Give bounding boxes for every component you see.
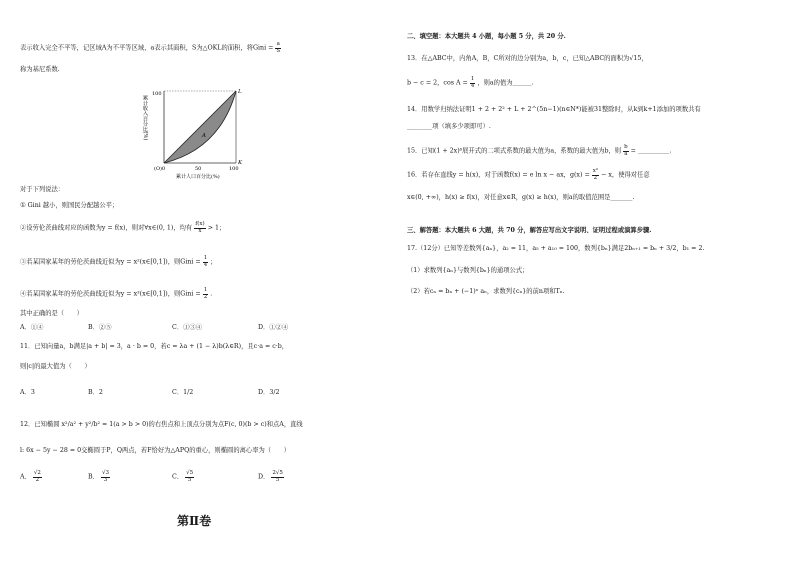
q16-line-1 xyxy=(407,169,650,181)
q15-denominator: a xyxy=(624,150,628,157)
x-tick-0: (O)0 xyxy=(154,166,166,172)
q12-line-2: l: 6x − 5y − 28 = 0交椭圆于P，Q两点，若F恰好为△APQ的重心，则椭圆的离心率为（ ） xyxy=(20,447,290,454)
q12-choice-d-fraction xyxy=(271,471,284,483)
q15-text: 15．已知(1 + 2x)⁶展开式的二项式系数的最大值为a，系数的最大值为b，则 xyxy=(407,147,622,155)
x-tick-100: 100 xyxy=(229,166,239,172)
y-axis-label: 累计收入百分比(%) xyxy=(142,95,148,141)
statement-1: ① Gini 越小，则国民分配越公平； xyxy=(20,202,119,209)
q13-line-2-end: ，则a的值为______. xyxy=(477,79,534,87)
statement-2-fraction xyxy=(194,222,205,234)
q12-choice-a-numerator: √2 xyxy=(33,470,41,476)
q10-stem: 其中正确的是（ ） xyxy=(20,310,83,317)
statement-3-fraction xyxy=(203,256,209,268)
q10-choice-d: D．①②④ xyxy=(258,324,289,331)
q12-choice-a xyxy=(20,471,42,483)
statement-2-text: ②设劳伦茨曲线对应的函数为y = f(x)，则对∀x∈(0, 1)，均有 xyxy=(20,224,193,232)
equality-line xyxy=(164,91,236,163)
statement-2-numerator: f(x) xyxy=(195,221,205,227)
q11-choice-c: C．1/2 xyxy=(172,389,194,396)
statement-3-numerator: 1 xyxy=(203,255,208,261)
q11-choice-b: B．2 xyxy=(88,389,103,396)
q11-choice-a: A．3 xyxy=(20,389,35,396)
x-tick-50: 50 xyxy=(195,166,202,172)
q17-part-2: （2）若cₙ = bₙ + (−1)ⁿ aₙ，求数列{cₙ}的前n项和Tₙ. xyxy=(407,288,565,295)
q10-choice-a: A．①④ xyxy=(20,324,44,331)
y-tick-100: 100 xyxy=(152,91,162,97)
point-k-label: K xyxy=(238,160,243,166)
q12-choice-a-denominator: 2 xyxy=(35,476,40,483)
q10-choice-b: B．②⑤ xyxy=(88,324,112,331)
q12-choice-b-fraction xyxy=(101,471,110,483)
q16-line-1-text: 16．若存在直线y = h(x)，对于函数f(x) = e ln x − ax，g(x) = xyxy=(407,171,590,179)
statement-4-fraction xyxy=(203,288,209,300)
q16-denominator: 2 xyxy=(593,174,598,181)
q15-numerator: b xyxy=(624,144,628,150)
q15-fraction xyxy=(623,145,629,157)
q12-choice-a-label: A． xyxy=(20,473,31,481)
gini-denominator: S xyxy=(276,47,281,54)
q14-line-2: ________项（填多少项即可）. xyxy=(407,123,491,130)
x-axis-label: 累计人口百分比(%) xyxy=(176,174,220,180)
q14-line-1: 14．用数学归纳法证明1 + 2 + 2² + L + 2^(5n−1)(n∈N*)能被31整除时，从k到k+1添加的项数共有 xyxy=(407,106,701,113)
statement-3 xyxy=(20,256,217,268)
statement-4-numerator: 1 xyxy=(203,287,208,293)
q17-part-1: （1）求数列{aₙ}与数列{bₙ}的通项公式； xyxy=(407,267,529,274)
q16-line-1-end: − x，使得对任意 xyxy=(601,171,650,179)
q16-numerator: x² xyxy=(592,168,599,174)
q12-choice-b-numerator: √3 xyxy=(101,470,109,476)
part-ii-title: 第Ⅱ卷 xyxy=(177,514,212,528)
answer-section-header: 三、解答题：本大题共 6 大题，共 70 分，解答应写出文字说明、证明过程或演算步骤. xyxy=(407,227,652,234)
statement-4 xyxy=(20,288,212,300)
q16-fraction xyxy=(592,169,599,181)
statement-4-end: . xyxy=(210,290,213,298)
statement-3-text: ③若某国家某年的劳伦茨曲线近似为y = x²(x∈[0,1])，则Gini = xyxy=(20,258,201,266)
q12-choice-c-numerator: √5 xyxy=(186,470,194,476)
statement-3-end: ； xyxy=(210,258,217,266)
q13-line-2-text: b − c = 2，cos A = xyxy=(407,79,468,87)
q12-choice-b-denominator: 3 xyxy=(103,476,108,483)
lorenz-svg xyxy=(132,87,243,180)
q15-end: = __________. xyxy=(630,147,672,155)
q12-choice-b xyxy=(88,471,110,483)
q12-choice-c-denominator: 5 xyxy=(187,476,192,483)
q17-stem: 17.（12分）已知等差数列{aₙ}，a₂ = 11，a₅ + a₁₀ = 100，数列{bₙ}满足2bₙ₊₁ = bₙ + 3/2，b₁ = 2. xyxy=(407,245,705,252)
statement-2-end: > 1； xyxy=(207,224,226,232)
q12-choice-c xyxy=(172,471,194,483)
q12-choice-d-label: D． xyxy=(258,473,270,481)
q13-line-2 xyxy=(407,77,533,89)
q16-line-2: x∈(0, +∞)，h(x) ≥ f(x)，对任意x∈R，g(x) ≥ h(x)，则a的取值范围是_______. xyxy=(407,194,635,201)
statement-3-denominator: 4 xyxy=(203,261,208,268)
q12-choice-c-label: C． xyxy=(172,473,184,481)
statement-2-denominator: x xyxy=(198,227,202,234)
q12-choice-b-label: B． xyxy=(88,473,99,481)
q15 xyxy=(407,145,671,157)
q13-fraction xyxy=(470,77,476,89)
q12-choice-d xyxy=(258,471,284,483)
statement-4-denominator: 2 xyxy=(203,293,208,300)
q11-line-1: 11．已知向量a，b满足|a + b| = 3，a · b = 0，若c = λa + (1 − λ)b(λ∈R)，且c·a = c·b， xyxy=(20,343,289,350)
q12-choice-d-numerator: 2√5 xyxy=(272,470,283,476)
q13-line-1: 13．在△ABC中，内角A，B，C所对的边分别为a，b，c，已知△ABC的面积为√15， xyxy=(407,55,648,62)
region-a-label: A xyxy=(202,133,206,139)
q12-choice-d-denominator: 5 xyxy=(275,476,280,483)
intro-text: 表示收入完全不平等，记区域A为不平等区域，a表示其面积，S为△OKL的面积，将Gini = xyxy=(20,44,274,52)
q10-choice-c: C．①③④ xyxy=(172,324,203,331)
q11-choice-d: D．3/2 xyxy=(258,389,280,396)
statements-prompt: 对于下列说法： xyxy=(20,186,65,193)
gini-numerator: a xyxy=(276,41,280,47)
q11-line-2: 则|c|的最大值为（ ） xyxy=(20,363,91,370)
q12-choice-a-fraction xyxy=(33,471,42,483)
lorenz-curve-figure xyxy=(132,87,243,180)
statement-4-text: ④若某国家某年的劳伦茨曲线近似为y = x³(x∈[0,1])，则Gini = xyxy=(20,290,201,298)
gini-fraction xyxy=(275,42,281,54)
q12-line-1: 12．已知椭圆 x²/a² + y²/b² = 1(a > b > 0)的右焦点和上顶点分别为点F(c, 0)(b > c)和点A，直线 xyxy=(20,421,303,428)
q13-denominator: 4 xyxy=(470,82,475,89)
q13-numerator: 1 xyxy=(470,76,475,82)
q12-choice-c-fraction xyxy=(185,471,194,483)
intro-line-1 xyxy=(20,42,281,54)
fill-in-section-header: 二、填空题：本大题共 4 小题，每小题 5 分，共 20 分. xyxy=(407,33,566,40)
point-l-label: L xyxy=(238,89,242,95)
statement-2 xyxy=(20,222,225,234)
intro-line-2: 称为基尼系数. xyxy=(20,66,60,73)
